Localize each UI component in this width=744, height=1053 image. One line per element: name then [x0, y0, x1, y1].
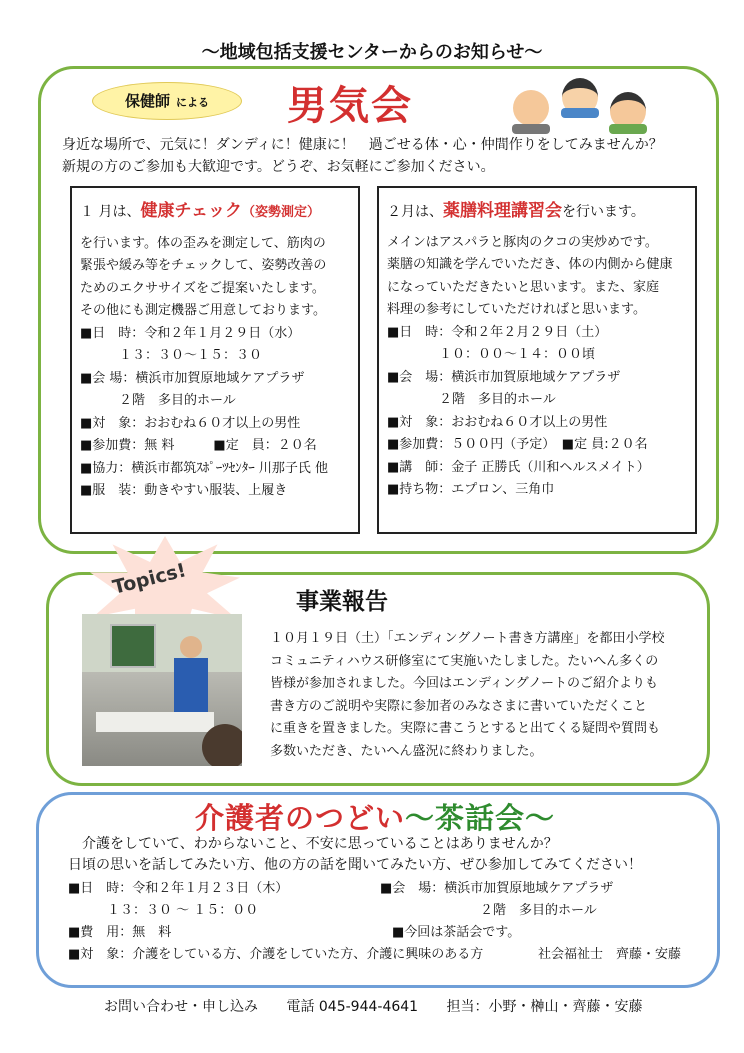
- speaker-head: [180, 636, 202, 658]
- caregiver-note: ■今回は茶話会です。: [392, 925, 521, 940]
- february-suffix: を行います。: [562, 204, 645, 220]
- february-line: 料理の参考にしていただければと思います。: [387, 302, 646, 317]
- february-heading: [387, 200, 687, 224]
- february-line: ■日 時：令和２年２月２９日（土）: [387, 324, 608, 340]
- february-box: [377, 186, 697, 534]
- january-line: ２階 多目的ホール: [80, 393, 236, 408]
- report-line: 多数いただき、たいへん盛況に終わりました。: [270, 743, 543, 759]
- caregiver-intro: [68, 834, 698, 876]
- january-line: ■協力：横浜市都筑ｽﾎﾟｰﾂｾﾝﾀｰ 川那子氏 他: [80, 460, 329, 476]
- man-face-icon: [513, 90, 549, 126]
- february-line: １０：００～１４：００頃: [387, 347, 596, 362]
- caregiver-title: [120, 796, 630, 837]
- shirt-icon: [561, 108, 599, 118]
- february-prefix: ２月は、: [387, 204, 443, 220]
- february-line: ２階 多目的ホール: [387, 392, 556, 407]
- otokogi-intro: [62, 134, 702, 178]
- report-line: に重きを置きました。実際に書こうとすると出てくる疑問や質問も: [270, 721, 661, 736]
- caregiver-fee: ■費 用：無 料: [68, 925, 172, 940]
- january-line: １３：３０～１５：３０: [80, 348, 263, 363]
- report-line: １０月１９日（土）「エンディングノート書き方講座」を都田小学校: [270, 631, 665, 646]
- seminar-photo: [82, 614, 242, 766]
- caregiver-intro-line: 介護をしていて、わからないこと、不安に思っていることはありませんか？: [68, 836, 558, 852]
- february-line: メインはアスパラと豚肉のクコの実炒めです。: [387, 234, 658, 250]
- january-line: を行います。体の歪みを測定して、筋肉の: [80, 235, 326, 251]
- february-emph: 薬膳料理講習会: [443, 201, 562, 221]
- badge-main: 保健師: [124, 92, 170, 110]
- february-line: ■会 場：横浜市加賀原地域ケアプラザ: [387, 369, 621, 385]
- report-line: コミュニティハウス研修室にて実施いたしました。たいへん多くの: [270, 653, 659, 669]
- topics-badge: Topics!: [110, 559, 189, 599]
- february-line: 薬膳の知識を学んでいただき、体の内側から健康: [387, 257, 673, 272]
- february-line: ■講 師：金子 正勝氏（川和ヘルスメイト）: [387, 459, 650, 475]
- photo-desk: [96, 712, 214, 732]
- report-line: 書き方のご説明や実際に参加者のみなさまに書いていただくこと: [270, 698, 648, 714]
- report-line: 皆様が参加されました。今回はエンディングノートのご紹介よりも: [270, 676, 659, 691]
- footer-phone: 電話 045-944-4641: [286, 999, 419, 1015]
- suit-icon: [512, 124, 550, 134]
- intro-line: 身近な場所で、元気に！ダンディに！健康に！ 過ごせる体・心・仲間作りをしてみませんか？: [62, 137, 663, 153]
- footer: [104, 996, 643, 1016]
- caregiver-target: ■対 象：介護をしている方、介護をしていた方、介護に興味のある方: [68, 947, 484, 962]
- badge-sub: による: [176, 96, 209, 109]
- caregiver-intro-line: 日頃の思いを話してみたい方、他の方の話を聞いてみたい方、ぜひ参加してみてください！: [68, 857, 642, 873]
- report-title: 事業報告: [296, 589, 388, 615]
- february-line: になっていただきたいと思います。また、家庭: [387, 279, 659, 295]
- january-line: ■対 象：おおむね６０才以上の男性: [80, 415, 301, 431]
- intro-line: 新規の方のご参加も大歓迎です。どうぞ、お気軽にご参加ください。: [62, 159, 495, 175]
- speaker-body: [174, 658, 208, 714]
- january-line: ためのエクササイズをご提案いたします。: [80, 280, 325, 296]
- january-line: ■会 場：横浜市加賀原地域ケアプラザ: [80, 370, 305, 386]
- january-line: 緊張や緩み等をチェックして、姿勢改善の: [80, 258, 327, 273]
- hokenshi-badge: [92, 82, 242, 120]
- february-line: ■持ち物：エプロン、三角巾: [387, 482, 555, 497]
- photo-board: [110, 624, 156, 668]
- february-line: ■対 象：おおむね６０才以上の男性: [387, 414, 608, 430]
- photo-wall: [82, 614, 242, 672]
- page-header: ～地域包括支援センターからのお知らせ～: [201, 42, 543, 63]
- january-heading: [80, 200, 350, 225]
- january-emph-sub: （姿勢測定）: [241, 205, 320, 220]
- caregiver-venue: ■会 場：横浜市加賀原地域ケアプラザ: [380, 881, 614, 896]
- caregiver-time: １３：３０ ～ １５：００: [68, 903, 259, 918]
- caregiver-date: ■日 時：令和２年１月２３日（木）: [68, 881, 289, 896]
- footer-contact: お問い合わせ・申し込み: [104, 999, 258, 1015]
- january-line: ■日 時：令和２年１月２９日（水）: [80, 325, 301, 341]
- caregiver-title-sub: ～茶話会～: [405, 801, 556, 835]
- february-line: ■参加費：５００円（予定） ■定 員:２０名: [387, 437, 648, 452]
- january-line: ■服 装：動きやすい服装、上履き: [80, 483, 288, 498]
- january-prefix: １ 月は、: [80, 204, 141, 220]
- january-line: その他にも測定機器ご用意しております。: [80, 303, 326, 318]
- otokogi-title: 男気会: [287, 83, 413, 129]
- shirt-green-icon: [609, 124, 647, 134]
- caregiver-staff: 社会福祉士 齊藤・安藤: [538, 947, 682, 962]
- caregiver-venue-floor: ２階 多目的ホール: [480, 903, 597, 918]
- caregiver-title-main: 介護者のつどい: [194, 801, 405, 835]
- january-emph: [140, 201, 320, 221]
- report-body: [270, 628, 698, 763]
- january-emph-main: 健康チェック: [140, 201, 242, 221]
- audience-head: [202, 724, 242, 766]
- footer-staff: 担当：小野・榊山・齊藤・安藤: [446, 999, 643, 1015]
- january-line: ■参加費：無 料 ■定 員：２０名: [80, 438, 317, 453]
- january-box: [70, 186, 360, 534]
